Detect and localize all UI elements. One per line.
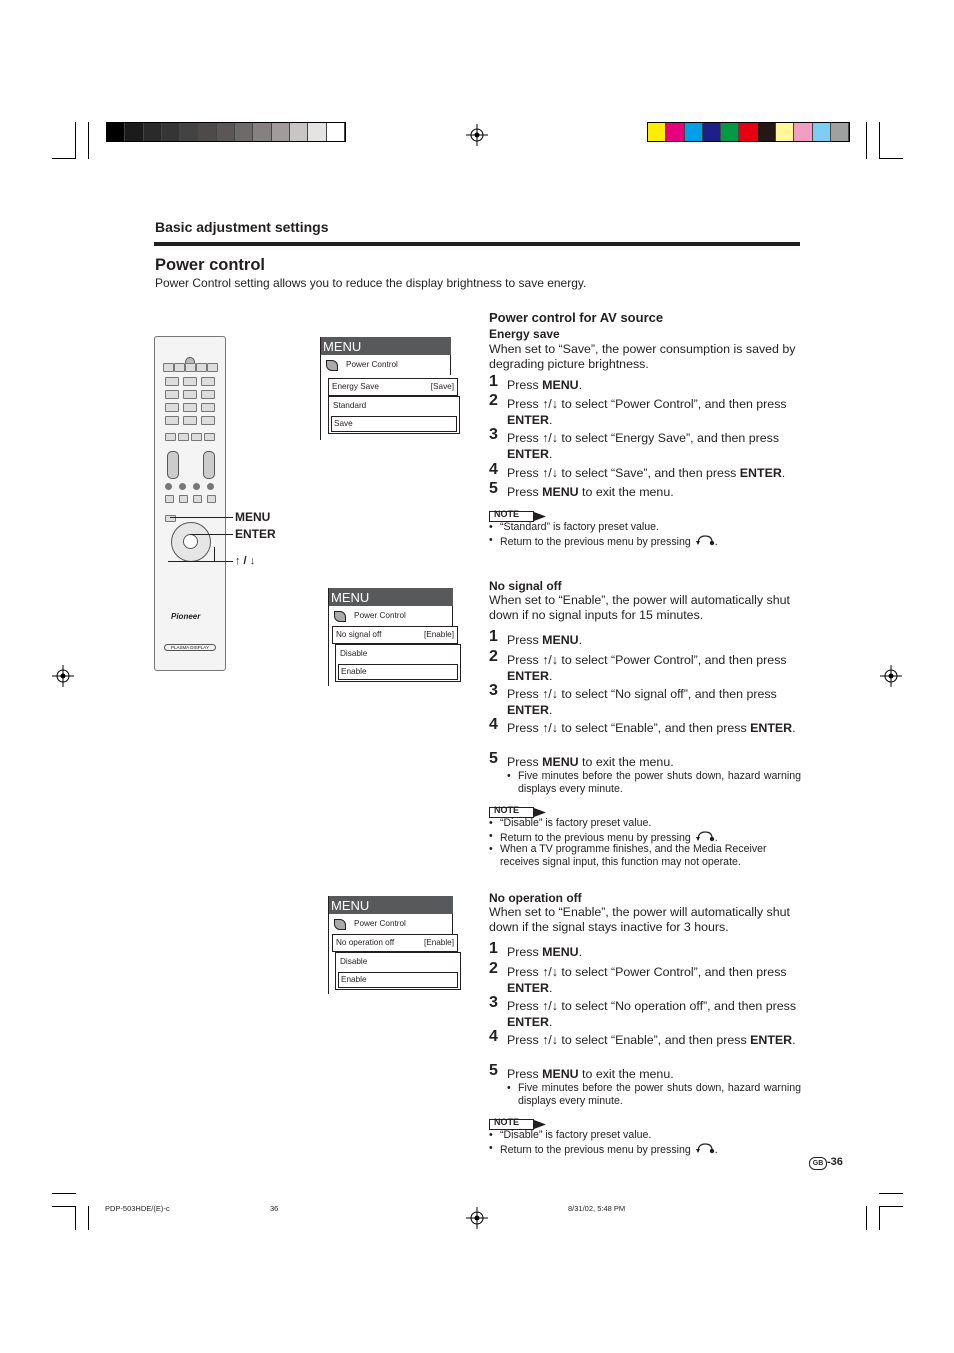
color-swatch (180, 123, 198, 141)
no-signal-subtitle: No signal off (489, 579, 562, 593)
gray-calibration-bar (106, 122, 346, 142)
step-number: 3 (489, 994, 498, 1011)
step-number: 2 (489, 648, 498, 665)
menu-options (328, 396, 460, 434)
footer-date: 8/31/02, 5:48 PM (568, 1204, 626, 1213)
registration-mark-icon (52, 665, 74, 687)
color-swatch (253, 123, 271, 141)
step-text: Press ↑/↓ to select “No operation off”, and then press ENTER. (507, 999, 797, 1029)
step-text: Press MENU. (507, 378, 583, 392)
color-swatch (666, 123, 684, 141)
color-swatch (308, 123, 326, 141)
menu-setting-label: Energy Save (332, 382, 379, 391)
menu-title: MENU (320, 337, 451, 355)
menu-option: Standard (333, 401, 367, 410)
step-number: 3 (489, 682, 498, 699)
registration-mark-icon (880, 665, 902, 687)
section-rule (154, 242, 800, 246)
leaf-icon (334, 919, 346, 930)
step-number: 2 (489, 960, 498, 977)
step-text: Press MENU to exit the menu. (507, 1067, 674, 1081)
remote-display-label: PLASMA DISPLAY (164, 644, 216, 651)
color-swatch (758, 123, 776, 141)
section-label: Basic adjustment settings (155, 219, 329, 235)
menu-screen (328, 588, 453, 626)
no-signal-desc: When set to “Enable”, the power will automatically shut down if no signal inputs for 15 minutes. (489, 593, 790, 622)
color-swatch (290, 123, 308, 141)
color-calibration-bar (647, 122, 850, 142)
menu-option: Disable (340, 957, 368, 966)
step-number: 1 (489, 628, 498, 645)
menu-setting-label: No signal off (336, 630, 382, 639)
menu-setting-value: [Enable] (423, 630, 454, 639)
registration-mark-icon (466, 1207, 488, 1229)
menu-title: MENU (328, 588, 453, 606)
step-text: Press ↑/↓ to select “Enable”, and then press ENTER. (507, 721, 796, 735)
color-key-row (165, 483, 217, 491)
color-swatch (107, 123, 125, 141)
color-swatch (776, 123, 794, 141)
menu-setting-label: No operation off (336, 938, 395, 947)
menu-frame-line (328, 896, 329, 994)
leaf-icon (334, 611, 346, 622)
color-swatch (703, 123, 721, 141)
step-number: 2 (489, 392, 498, 409)
color-swatch (235, 123, 253, 141)
step-text: Press ↑/↓ to select “Save”, and then press ENTER. (507, 466, 786, 480)
color-swatch (813, 123, 831, 141)
menu-item-power-control (328, 606, 453, 626)
menu-item-label: Power Control (354, 611, 406, 620)
step-number: 5 (489, 750, 498, 767)
color-swatch (721, 123, 739, 141)
step-number: 3 (489, 426, 498, 443)
no-operation-subtitle: No operation off (489, 891, 582, 905)
color-swatch (125, 123, 143, 141)
remote-arrows-label: ↑ / ↓ (235, 555, 256, 567)
note-badge (489, 1117, 547, 1128)
return-button-icon (695, 1142, 715, 1158)
region-badge-icon: GB (809, 1157, 827, 1170)
color-swatch (217, 123, 235, 141)
section-av-title: Power control for AV source (489, 310, 664, 325)
step-number: 1 (489, 940, 498, 957)
remote-enter-label: ENTER (235, 527, 276, 541)
menu-item-label: Power Control (354, 919, 406, 928)
menu-item-power-control (328, 914, 453, 934)
menu-frame-line (320, 337, 321, 440)
color-swatch (198, 123, 216, 141)
arrow-callout-line (168, 561, 233, 562)
note-badge (489, 805, 547, 816)
menu-option: Save (331, 416, 457, 432)
menu-callout-line (170, 517, 233, 518)
color-swatch (648, 123, 666, 141)
function-row (165, 433, 215, 443)
note-label: NOTE (494, 805, 520, 815)
menu-title: MENU (328, 896, 453, 914)
menu-screen (328, 896, 453, 934)
return-button-icon (695, 534, 715, 550)
remote-brand: Pioneer (171, 612, 201, 621)
step-text: Press ↑/↓ to select “Power Control”, and then press ENTER. (507, 397, 787, 427)
menu-setting-row (332, 934, 458, 952)
volume-rocker (167, 451, 179, 479)
step-text: Press ↑/↓ to select “No signal off”, and then press ENTER. (507, 687, 777, 717)
teletext-row (165, 495, 217, 503)
step-number: 4 (489, 461, 498, 478)
menu-option: Disable (340, 649, 368, 658)
registration-mark-icon (466, 124, 488, 146)
color-swatch (794, 123, 812, 141)
arrow-callout-vert (214, 547, 215, 562)
menu-setting-row (332, 626, 458, 644)
menu-options (335, 644, 461, 682)
color-swatch (144, 123, 162, 141)
step-number: 5 (489, 1062, 498, 1079)
menu-setting-row (328, 378, 458, 396)
footer-file: PDP-503HDE/(E)-c (105, 1204, 170, 1213)
remote-menu-label: MENU (235, 510, 271, 524)
step-text: Press MENU to exit the menu. (507, 485, 674, 499)
no-operation-desc: When set to “Enable”, the power will automatically shut down if the signal stays inactive for 3 hours. (489, 905, 790, 934)
color-swatch (272, 123, 290, 141)
energy-save-desc: When set to “Save”, the power consumption is saved by degrading picture brightness. (489, 342, 796, 371)
step-number: 4 (489, 1028, 498, 1045)
step-text: Press ↑/↓ to select “Power Control”, and then press ENTER. (507, 965, 787, 995)
menu-options (335, 952, 461, 990)
page-title: Power control (155, 256, 266, 274)
step-text: Press MENU to exit the menu. (507, 755, 674, 769)
menu-frame-line (328, 588, 329, 686)
enter-callout-line (190, 534, 233, 535)
step-text: Press MENU. (507, 945, 583, 959)
color-swatch (831, 123, 849, 141)
step-text: Press MENU. (507, 633, 583, 647)
channel-rocker (203, 451, 215, 479)
step-number: 4 (489, 716, 498, 733)
color-swatch (162, 123, 180, 141)
note-label: NOTE (494, 509, 520, 519)
menu-item-power-control (320, 355, 451, 375)
leaf-icon (326, 360, 338, 371)
number-keypad (165, 377, 215, 429)
menu-item-label: Power Control (346, 360, 398, 369)
enter-button (183, 534, 198, 549)
note-badge (489, 509, 547, 520)
step-text: Press ↑/↓ to select “Power Control”, and then press ENTER. (507, 653, 787, 683)
menu-setting-value: [Enable] (423, 938, 454, 947)
step-text: Press ↑/↓ to select “Enable”, and then press ENTER. (507, 1033, 796, 1047)
footer-page: 36 (270, 1204, 279, 1213)
step-number: 5 (489, 480, 498, 497)
menu-option: Enable (338, 664, 458, 680)
color-swatch (685, 123, 703, 141)
menu-setting-value: [Save] (430, 382, 454, 391)
color-swatch (739, 123, 757, 141)
menu-option: Enable (338, 972, 458, 988)
step-number: 1 (489, 373, 498, 390)
intro-text: Power Control setting allows you to reduce the display brightness to save energy. (155, 276, 587, 290)
energy-save-subtitle: Energy save (489, 327, 560, 341)
menu-screen (320, 337, 451, 375)
note-label: NOTE (494, 1117, 520, 1127)
input-button-row (163, 363, 217, 373)
step-text: Press ↑/↓ to select “Energy Save”, and then press ENTER. (507, 431, 780, 461)
color-swatch (327, 123, 345, 141)
remote-control (154, 336, 226, 671)
page-number: -36 (827, 1156, 843, 1168)
